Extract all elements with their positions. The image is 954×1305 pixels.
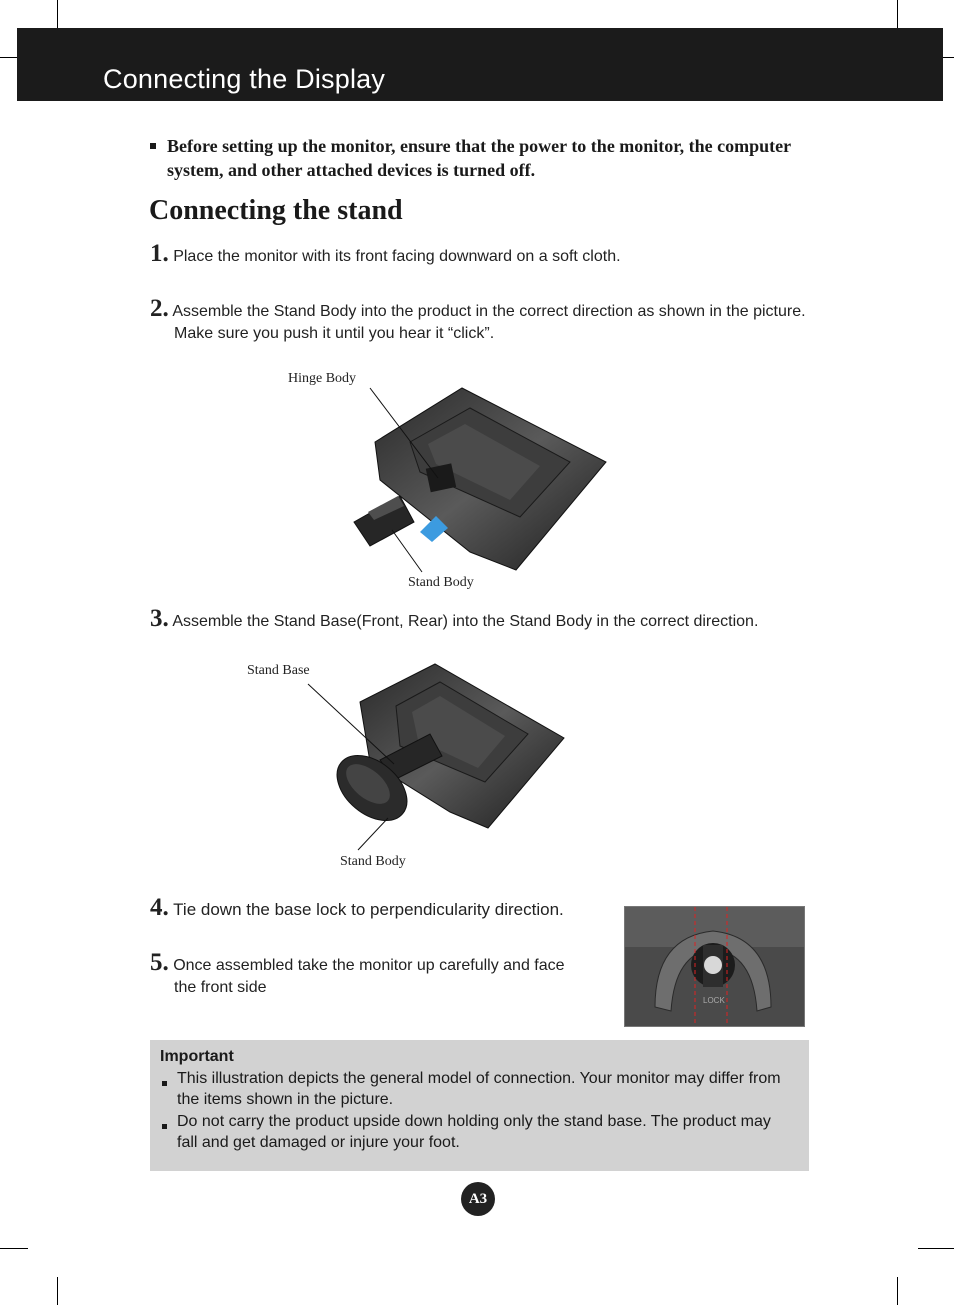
important-item-text: fall and get damaged or injure your foot. — [177, 1134, 460, 1151]
bullet-icon — [150, 143, 156, 149]
base-lock-image — [625, 907, 804, 1026]
power-warning — [150, 134, 830, 182]
step-text: Make sure you push it until you hear it “click”. — [174, 325, 495, 342]
bullet-icon — [162, 1081, 167, 1086]
header-bar — [17, 28, 943, 101]
important-item — [177, 1068, 797, 1110]
step-text: Assemble the Stand Base(Front, Rear) into the Stand Body in the correct direction. — [172, 613, 759, 630]
step-4 — [150, 894, 564, 921]
lock-text: LOCK — [703, 996, 725, 1005]
base-lock-photo — [624, 906, 805, 1027]
crop-mark — [0, 1248, 28, 1249]
crop-mark — [0, 57, 17, 58]
hinge-body-label: Hinge Body — [288, 371, 357, 386]
step-2 — [150, 295, 806, 345]
step-text: the front side — [174, 979, 267, 996]
page-number: A3 — [461, 1182, 495, 1216]
important-item — [177, 1111, 797, 1153]
crop-mark — [943, 57, 954, 58]
stand-body-label: Stand Body — [408, 575, 474, 590]
step-text: Once assembled take the monitor up carefully and face — [173, 957, 565, 974]
important-item-text: Do not carry the product upside down holding only the stand base. The product may — [177, 1113, 771, 1130]
important-notice — [150, 1040, 809, 1171]
page-title: Connecting the Display — [103, 64, 386, 94]
step-number: 2. — [150, 295, 169, 322]
step-number: 5. — [150, 949, 169, 976]
stand-base-label: Stand Base — [247, 663, 310, 678]
important-heading: Important — [160, 1048, 234, 1065]
step-1 — [150, 240, 621, 268]
crop-mark — [918, 1248, 954, 1249]
step-3 — [150, 605, 759, 633]
step-text: Tie down the base lock to perpendicularity direction. — [173, 900, 564, 919]
crop-mark — [57, 1277, 58, 1305]
stand-base-illustration — [300, 662, 570, 852]
crop-mark — [897, 0, 898, 28]
step-5 — [150, 949, 565, 999]
step-number: 1. — [150, 240, 169, 267]
step-number: 3. — [150, 605, 169, 632]
bullet-icon — [162, 1124, 167, 1129]
important-item-text: This illustration depicts the general model of connection. Your monitor may differ from — [177, 1070, 781, 1087]
important-item-text: the items shown in the picture. — [177, 1091, 394, 1108]
section-title: Connecting the stand — [149, 195, 403, 226]
step-text: Place the monitor with its front facing downward on a soft cloth. — [173, 248, 621, 265]
stand-body-label: Stand Body — [340, 854, 406, 869]
crop-mark — [897, 1277, 898, 1305]
power-warning-text: Before setting up the monitor, ensure that the power to the monitor, the computer system, and other attached devices is turned off. — [167, 136, 791, 180]
hinge-assembly-illustration — [340, 382, 620, 582]
step-number: 4. — [150, 894, 169, 921]
crop-mark — [57, 0, 58, 28]
step-text: Assemble the Stand Body into the product in the correct direction as shown in the picture. — [172, 303, 806, 320]
